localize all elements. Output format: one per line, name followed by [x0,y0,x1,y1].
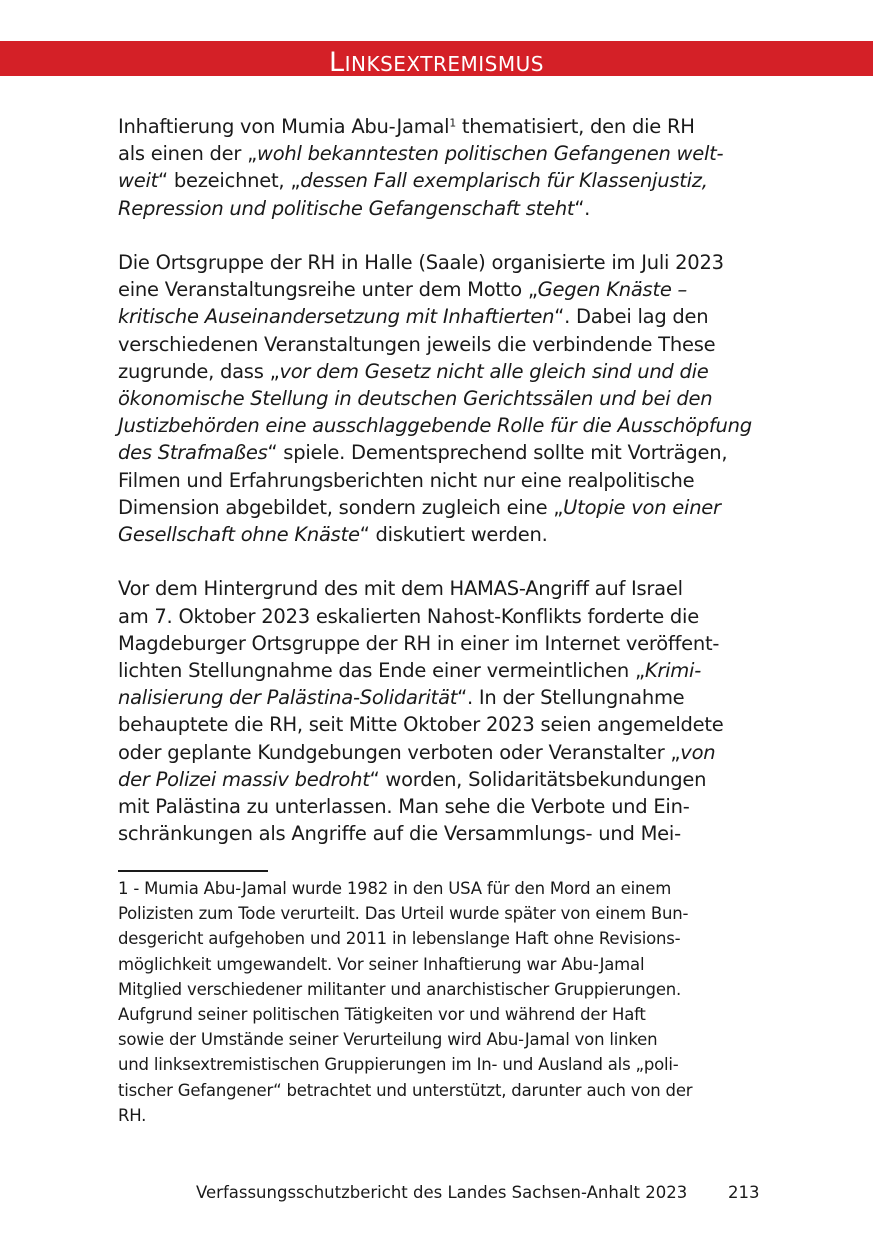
text-line: Repression und politische Gefangenschaft steht“. [118,196,591,220]
text-line: Magdeburger Ortsgruppe der RH in einer im Internet veröffent- [118,631,720,655]
text-line: verschiedenen Veranstaltungen jeweils die verbindende These [118,332,716,356]
text-line: eine Veranstaltungsreihe unter dem Motto „Gegen Knäste – [118,278,688,302]
footnote-line: RH. [118,1105,147,1125]
paragraph-2 [118,249,758,548]
paragraph-1 [118,113,758,222]
text-line: lichten Stellungnahme das Ende einer vermeintlichen „Krimi- [118,659,701,683]
text-line: kritische Auseinandersetzung mit Inhaftierten“. Dabei lag den [118,305,709,329]
text-line: Gesellschaft ohne Knäste“ diskutiert werden. [118,523,548,547]
footnote-line: Polizisten zum Tode verurteilt. Das Urteil wurde später von einem Bun- [118,904,689,924]
footnote-line: möglichkeit umgewandelt. Vor seiner Inhaftierung war Abu-Jamal [118,954,645,974]
text-line: behauptete die RH, seit Mitte Oktober 2023 seien angemeldete [118,713,724,737]
text-line: der Polizei massiv bedroht“ worden, Solidaritätsbekundungen [118,767,707,791]
footnote-ref: 1 [449,116,456,130]
text-line: zugrunde, dass „vor dem Gesetz nicht alle gleich sind und die [118,359,709,383]
body-text [118,113,758,875]
text-line: nalisierung der Palästina-Solidarität“. In der Stellungnahme [118,686,685,710]
chapter-title: LINKSEXTREMISMUS [329,47,544,78]
footnote-line: 1 - Mumia Abu-Jamal wurde 1982 in den USA für den Mord an einem [118,879,672,898]
text-line: Die Ortsgruppe der RH in Halle (Saale) organisierte im Juli 2023 [118,251,724,274]
publication-title: Verfassungsschutzbericht des Landes Sachsen-Anhalt 2023 [196,1183,688,1202]
text-line: am 7. Oktober 2023 eskalierten Nahost-Konflikts forderte die [118,604,699,628]
footnote-divider [118,870,268,872]
page-number: 213 [728,1183,760,1202]
footnote-line: desgericht aufgehoben und 2011 in lebenslange Haft ohne Revisions- [118,929,681,949]
text-line: Justizbehörden eine ausschlaggebende Rolle für die Ausschöpfung [118,414,752,438]
text-line: Dimension abgebildet, sondern zugleich eine „Utopie von einer [118,495,721,519]
footnote-line: Mitglied verschiedener militanter und anarchistischer Gruppierungen. [118,979,682,999]
chapter-header [0,41,873,76]
text-line: Filmen und Erfahrungsberichten nicht nur eine realpolitische [118,468,695,492]
footnote-line: tischer Gefangener“ betrachtet und unterstützt, darunter auch von der [118,1080,693,1100]
footnote [118,876,758,1128]
footnote-line: und linksextremistischen Gruppierungen im In- und Ausland als „poli- [118,1055,679,1075]
text-line: als einen der „wohl bekanntesten politischen Gefangenen welt- [118,142,724,166]
text-line: schränkungen als Angriffe auf die Versammlungs- und Mei- [118,822,681,846]
footnote-line: sowie der Umstände seiner Verurteilung wird Abu-Jamal von linken [118,1030,658,1050]
text-line: oder geplante Kundgebungen verboten oder Veranstalter „von [118,740,716,764]
text-line: ökonomische Stellung in deutschen Gerichtssälen und bei den [118,387,713,411]
text-line: Inhaftierung von Mumia Abu-Jamal$^1$ thematisiert, den die RH [118,115,695,138]
paragraph-3 [118,575,758,847]
text-line: des Strafmaßes“ spiele. Dementsprechend sollte mit Vorträgen, [118,441,728,465]
text-line: mit Palästina zu unterlassen. Man sehe die Verbote und Ein- [118,795,690,819]
text-line: weit“ bezeichnet, „dessen Fall exemplarisch für Klassenjustiz, [118,169,708,193]
footnote-line: Aufgrund seiner politischen Tätigkeiten vor und während der Haft [118,1005,646,1025]
text-line: Vor dem Hintergrund des mit dem HAMAS-Angriff auf Israel [118,577,683,601]
